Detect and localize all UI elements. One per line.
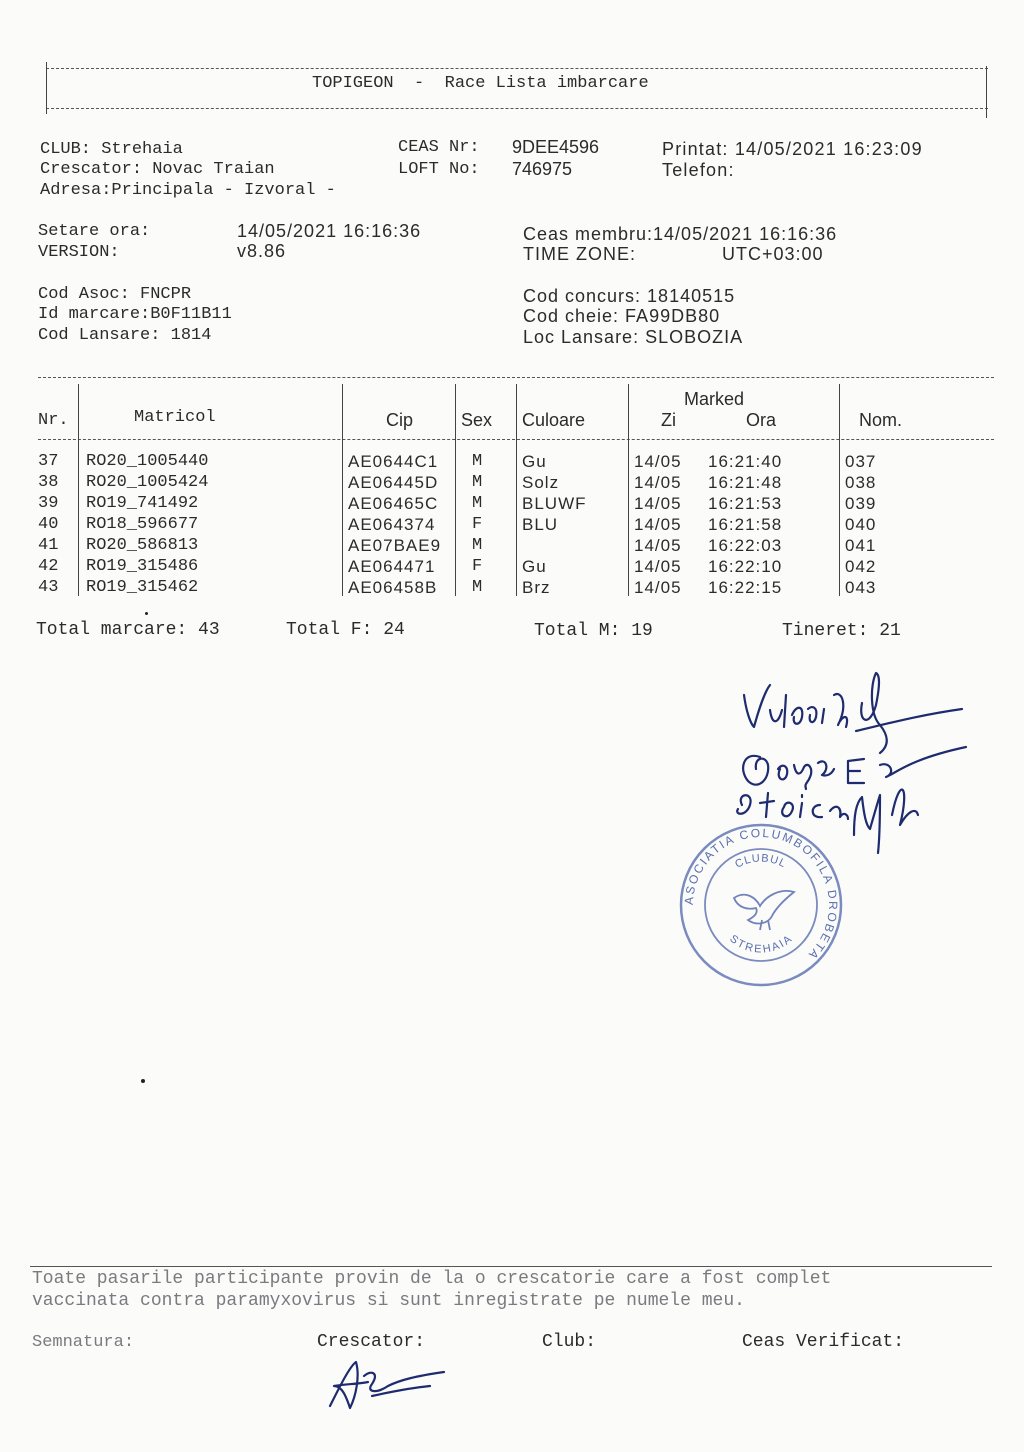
row-sex: M (472, 473, 483, 492)
header-top-border (46, 68, 988, 69)
tineret: Tineret: 21 (782, 621, 901, 641)
timezone-label: TIME ZONE: (523, 244, 636, 264)
footer-statement-line2: vaccinata contra paramyxovirus si sunt inregistrate pe numele meu. (32, 1291, 745, 1311)
row-nr: 37 (38, 452, 59, 471)
row-zi: 14/05 (634, 515, 682, 534)
col-sep-nom (839, 384, 840, 596)
club-stamp (676, 820, 846, 990)
row-cip: AE06458B (348, 578, 438, 597)
row-matricol: RO20_1005424 (86, 473, 209, 492)
row-nom: 039 (845, 494, 877, 513)
row-sex: M (472, 578, 483, 597)
scan-speck (141, 1079, 145, 1083)
row-matricol: RO20_1005440 (86, 452, 209, 471)
col-sep-culoare (516, 384, 517, 596)
row-cip: AE0644C1 (348, 452, 439, 471)
row-culoare: Gu (522, 452, 547, 471)
row-nom: 040 (845, 515, 877, 534)
row-ora: 16:21:58 (708, 515, 783, 534)
footer-statement-line1: Toate pasarile participante provin de la o crescatorie care a fost complet (32, 1269, 832, 1289)
row-nom: 043 (845, 578, 877, 597)
header-left-border (46, 62, 47, 114)
row-sex: M (472, 536, 483, 555)
svg-text:CLUBUL (733, 852, 788, 870)
row-nr: 38 (38, 473, 59, 492)
row-sex: F (472, 515, 483, 534)
row-culoare: Brz (522, 578, 551, 597)
row-cip: AE06445D (348, 473, 439, 492)
row-culoare: Solz (522, 473, 560, 492)
row-sex: M (472, 452, 483, 471)
row-zi: 14/05 (634, 473, 682, 492)
club-label: CLUB: Strehaia (40, 140, 183, 159)
pigeon-emblem-icon (734, 891, 794, 930)
loft-label: LOFT No: (398, 160, 480, 179)
ceas-nr-value: 9DEE4596 (512, 137, 600, 157)
ceas-nr-label: CEAS Nr: (398, 138, 480, 157)
total-marcare: Total marcare: 43 (36, 620, 220, 640)
row-matricol: RO19_315486 (86, 557, 199, 576)
row-culoare: Gu (522, 557, 547, 576)
cod-asoc-label: Cod Asoc: FNCPR (38, 285, 192, 304)
semnatura-label: Semnatura: (32, 1333, 135, 1352)
total-f: Total F: 24 (286, 620, 405, 640)
row-sex: M (472, 494, 483, 513)
footer-rule (30, 1266, 992, 1267)
header-cip: Cip (386, 410, 414, 430)
row-zi: 14/05 (634, 494, 682, 513)
timezone-value: UTC+03:00 (722, 244, 824, 264)
telefon-label: Telefon: (662, 160, 735, 180)
header-nr: Nr. (38, 411, 69, 430)
col-sep-sex (455, 384, 456, 596)
header-zi: Zi (661, 410, 676, 430)
setare-ora-label: Setare ora: (38, 222, 151, 241)
row-nom: 042 (845, 557, 877, 576)
table-top-rule (38, 377, 994, 378)
row-cip: AE06465C (348, 494, 439, 513)
cod-cheie-label: Cod cheie: FA99DB80 (523, 306, 721, 326)
row-ora: 16:22:10 (708, 557, 783, 576)
row-ora: 16:22:15 (708, 578, 783, 597)
id-marcare-label: Id marcare:B0F11B11 (38, 305, 232, 324)
header-right-border (986, 66, 987, 118)
row-zi: 14/05 (634, 452, 682, 471)
scan-speck (145, 612, 148, 615)
row-culoare: BLU (522, 515, 559, 534)
cod-concurs-label: Cod concurs: 18140515 (523, 286, 736, 306)
cod-lansare-label: Cod Lansare: 1814 (38, 326, 212, 345)
col-sep-matricol (78, 384, 79, 596)
ceas-membru-label: Ceas membru:14/05/2021 16:16:36 (523, 224, 838, 244)
row-zi: 14/05 (634, 536, 682, 555)
row-zi: 14/05 (634, 578, 682, 597)
row-nom: 038 (845, 473, 877, 492)
crescator-label: Crescator: Novac Traian (40, 160, 275, 179)
row-ora: 16:22:03 (708, 536, 783, 555)
row-nr: 43 (38, 578, 59, 597)
row-nr: 41 (38, 536, 59, 555)
row-matricol: RO19_741492 (86, 494, 199, 513)
header-nom: Nom. (859, 410, 903, 430)
row-ora: 16:21:48 (708, 473, 783, 492)
setare-ora-value: 14/05/2021 16:16:36 (237, 221, 422, 241)
row-sex: F (472, 557, 483, 576)
row-nr: 39 (38, 494, 59, 513)
crescator-signature (320, 1356, 450, 1416)
version-value: v8.86 (237, 241, 287, 261)
total-m: Total M: 19 (534, 621, 653, 641)
row-nr: 42 (38, 557, 59, 576)
row-zi: 14/05 (634, 557, 682, 576)
row-nom: 037 (845, 452, 877, 471)
loft-value: 746975 (512, 159, 573, 179)
header-culoare: Culoare (522, 410, 586, 430)
col-sep-cip (342, 384, 343, 596)
loc-lansare-label: Loc Lansare: SLOBOZIA (523, 327, 744, 347)
row-cip: AE064374 (348, 515, 436, 534)
stamp-ring-text: ASOCIATIA COLUMBOFILA DROBETA (681, 825, 841, 964)
row-ora: 16:21:53 (708, 494, 783, 513)
row-cip: AE07BAE9 (348, 536, 442, 555)
row-matricol: RO18_596677 (86, 515, 199, 534)
header-bottom-border (46, 108, 988, 109)
row-culoare: BLUWF (522, 494, 587, 513)
header-matricol: Matricol (134, 408, 216, 427)
svg-text:STREHAIA (727, 932, 795, 955)
ceas-verificat-label: Ceas Verificat: (742, 1332, 905, 1352)
row-nom: 041 (845, 536, 877, 555)
page-title: TOPIGEON - Race Lista imbarcare (312, 74, 649, 93)
printat-label: Printat: 14/05/2021 16:23:09 (662, 139, 923, 159)
header-sex: Sex (461, 410, 493, 430)
version-label: VERSION: (38, 243, 120, 262)
row-matricol: RO20_586813 (86, 536, 199, 555)
row-cip: AE064471 (348, 557, 436, 576)
header-marked: Marked (684, 389, 745, 409)
stamp-inner-top: CLUBUL (733, 852, 789, 871)
row-nr: 40 (38, 515, 59, 534)
row-ora: 16:21:40 (708, 452, 783, 471)
header-ora: Ora (746, 410, 777, 430)
stamp-inner-bottom: STREHAIA (727, 932, 796, 956)
adresa-label: Adresa:Principala - Izvoral - (40, 181, 336, 200)
col-sep-marked (628, 384, 629, 596)
crescator-signature-label: Crescator: (317, 1332, 426, 1352)
row-matricol: RO19_315462 (86, 578, 199, 597)
club-signature-label: Club: (542, 1332, 597, 1352)
